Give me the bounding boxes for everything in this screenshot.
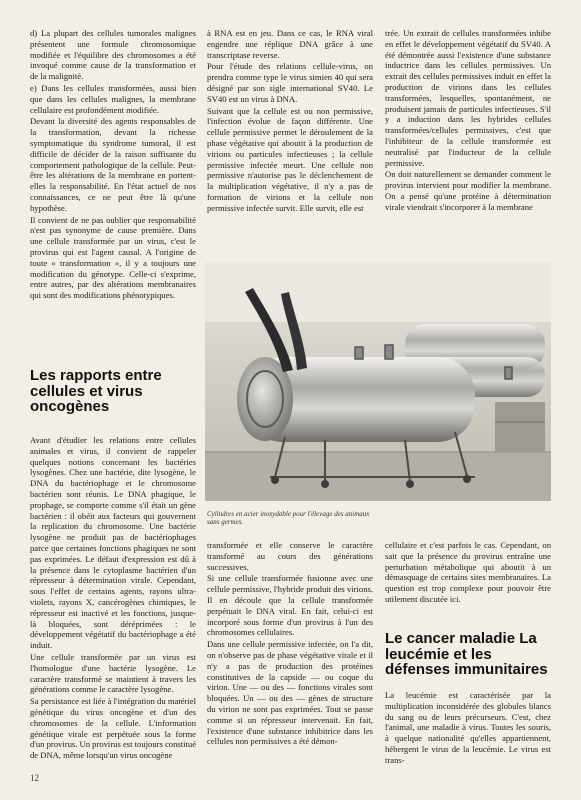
paragraph: à RNA est en jeu. Dans ce cas, le RNA viral engendre une réplique DNA grâce à une transcriptase reverse. (207, 28, 373, 60)
column-3-middle (385, 540, 551, 606)
column-1-top (30, 28, 196, 302)
paragraph: On doit naturellement se demander comment le provirus intervient pour modifier la membrane. On a pensé qu'une protéine à détermination virale viendrait s'incorporer à la membrane (385, 169, 551, 212)
column-3-bottom (385, 690, 551, 767)
paragraph: e) Dans les cellules transformées, aussi bien que dans les cellules malignes, la membrane cellulaire est profondément modifiée. (30, 82, 196, 115)
column-2-bottom (207, 540, 373, 748)
paragraph: Pour l'étude des relations cellule-virus, on prendra comme type le virus simien 40 qui sera désigné par son sigle international SV40. Le SV40 est un virus à DNA. (207, 61, 373, 104)
photo-caption: Cylindres en acier inoxydable pour l'élevage des animaux sans germes. (207, 510, 370, 527)
paragraph: d) La plupart des cellules tumorales malignes présentent une formule chromosomique modifiée et l'équilibre des chromosomes a été invoqué comme cause de la transformation et de la malignité. (30, 28, 196, 82)
paragraph: Suivant que la cellule est ou non permissive, l'infection évolue de façon différente. Une cellule permissive permet le déroulement de la phase végétative qui aboutit à la production de virions ou particules infectieuses ; la cellule permissive infectée meurt. Une cellule non permissive n'autorise pas le déclenchement de la multiplication végétative, il n'y a pas de formation de virions et la cellule non permissive infectée survit. Elle survit, elle est (207, 105, 373, 213)
column-1-bottom (30, 435, 196, 762)
paragraph: Si une cellule transformée fusionne avec une cellule permissive, l'hybride produit des virions. Il en découle que la cellule transformée perpétuait le DNA viral. En fait, celui-ci est incorporé sous forme d'un provirus à l'un des chromosomes cellulaires. (207, 573, 373, 638)
paragraph: Il convient de ne pas oublier que responsabilité n'est pas synonyme de cause première. Dans une cellule transformée par un virus, c'est le provirus qui est l'agent causal. A l'origine de toute « transformation », il y a toujours une modification du génotype. Celle-ci s'exprime, entre autres, par des altérations membranaires qui sont des modifications phénotypiques. (30, 214, 196, 301)
page-number: 12 (30, 773, 39, 783)
paragraph: La leucémie est caractérisée par la multiplication inconsidérée des globules blancs du sang ou de leurs précurseurs. C'est, chez l'animal, une maladie à virus. Toutes les souris, à quelque nationalité qu'elles appartiennent, hébergent le virus de la leucémie. Le virus est trans- (385, 690, 551, 765)
paragraph: Sa persistance est liée à l'intégration du matériel génétique du virus oncogène et d'un des chromosomes de la cellule. L'information génétique virale est perpétuée sous la forme d'un provirus. Un provirus est toujours constitué de DNA, même lorsqu'un virus oncogène (30, 696, 197, 761)
paragraph: trée. Un extrait de cellules transformées inhibe en effet le développement végétatif du SV40. A été démontrée aussi l'existence d'une substance inductrice dans les cellules permissives. Un extrait des cellules permissives induit en effet la production de virions dans les cellules transformées, lesquelles, spontanément, ne produisent jamais de particules infectieuses. S'il y a induction dans les hybrides cellules transformées/cellules permissives, c'est que l'inhibiteur de la cellule transformée est neutralisé par l'inducteur de la cellule permissive. (385, 28, 551, 168)
paragraph: Une cellule transformée par un virus est l'homologue d'une bactérie lysogène. Le caractère transformé se maintient à travers les générations comme le caractère lysogène. (30, 651, 196, 695)
section-heading-rapports: Les rapports entre cellules et virus oncogènes (30, 367, 162, 415)
paragraph: Avant d'étudier les relations entre cellules animales et virus, il convient de rappeler quelques notions concernant les bactéries lysogènes. Chez une bactérie, dite lysogène, le DNA du bactériophage et le chromosome bactérien sont réunis. Le DNA phagique, le prophage, se comporte comme s'il était un gène bactérien : il obéit aux facteurs qui gouvernent la replication du chromosome. Une bactérie lysogène ne produit pas de bactériophages parce que certaines fonctions phagiques ne sont pas exprimées. Le défaut d'expression est dû à la présence dans le cytoplasme bactérien d'un répresseur à détermination virale. Cependant, sous l'effet de certains agents, rayons ultra-violets, rayons X, cancérogènes chimiques, le répresseur est inactivé et les fonctions, jusque-là bloquées, sont déréprimées : le développement végétatif du bactériophage a été induit. (30, 435, 196, 651)
column-2-top (207, 28, 373, 215)
photo-illustration (205, 262, 551, 501)
paragraph: Devant la diversité des agents responsables de la transformation, devant la richesse symptomatique du syndrome tumoral, il est difficile de décider de la raison suffisante du comportement pathologique de la cellule. Peut-être les altérations de la membrane en portent-elles la responsabilité. En l'état actuel de nos connaissances, ce ne peut être là qu'une hypothèse. (30, 116, 196, 213)
paragraph: Dans une cellule permissive infectée, on l'a dit, on n'observe pas de phase végétative virale et il n'y a pas de production des protéines constitutives de la capside — ou coque du virion. Une — ou des — fonctions virales sont bloquées. Un — ou des — gènes de structure du virion ne sont pas exprimées. Tout se passe comme si un répresseur intervenait. En fait, l'existence d'une substance inhibitrice dans les cellules non permissives a été démon- (207, 639, 373, 747)
section-heading-cancer: Le cancer maladie La leucémie et les défenses immunitaires (385, 630, 548, 678)
paragraph: cellulaire et c'est parfois le cas. Cependant, on sait que la présence du provirus entraîne une perturbation métabolique qui aboutit à un démasquage de certains sites membranaires. La question est trop complexe pour pouvoir être utilement discutée ici. (385, 540, 551, 604)
paragraph: transformée et elle conserve le caractère transformé au cours des générations successives. (207, 540, 373, 572)
photo-steel-cylinders (205, 262, 551, 501)
column-3-top (385, 28, 551, 214)
